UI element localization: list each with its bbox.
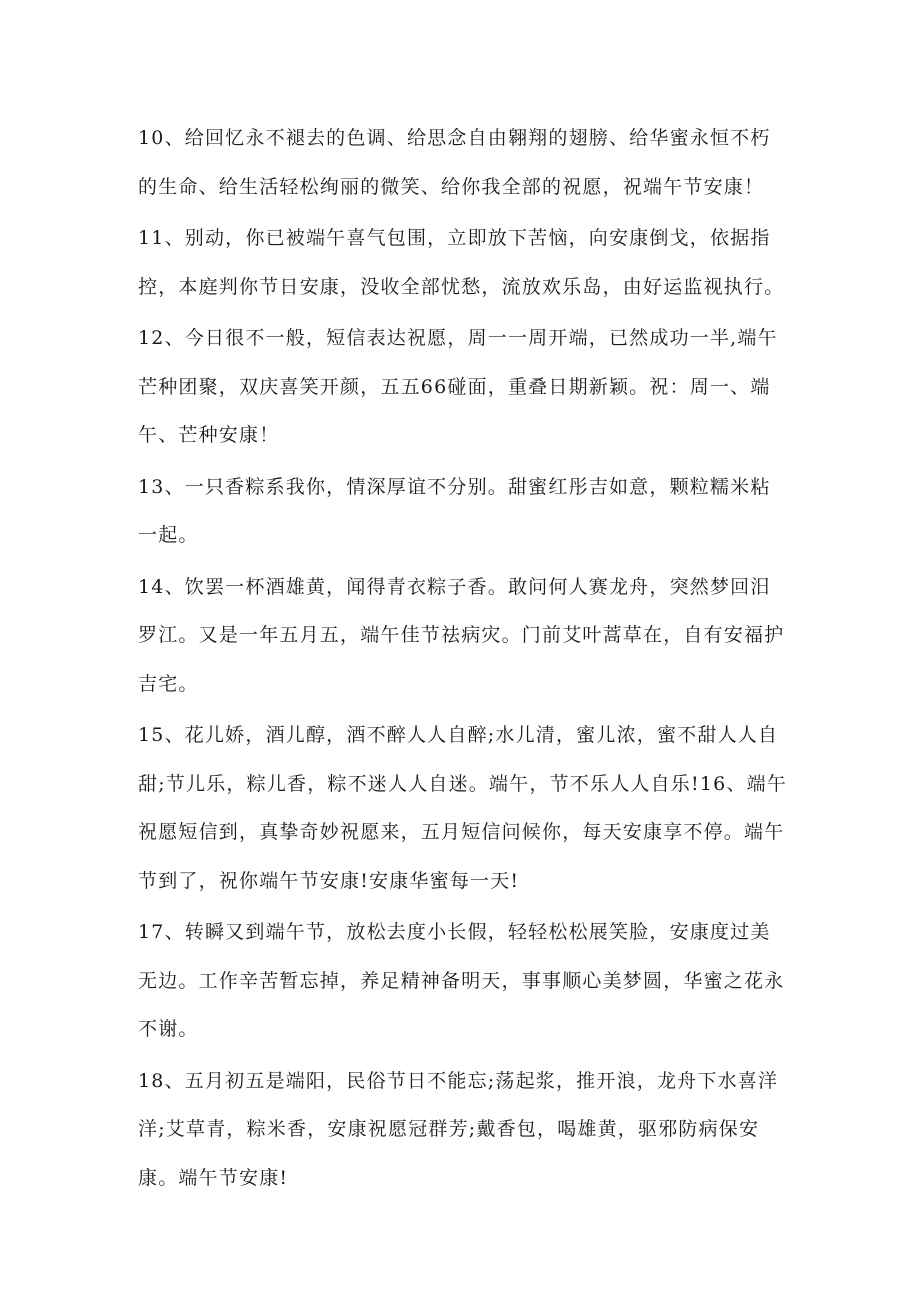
paragraph-17: 17、转瞬又到端午节，放松去度小长假，轻轻松松展笑脸，安康度过美无边。工作辛苦暂忘掉，养足精神备明天，事事顺心美梦圆，华蜜之花永不谢。 xyxy=(138,921,785,1040)
paragraph-15: 15、花儿娇，酒儿醇，酒不醉人人自醉;水儿清，蜜儿浓，蜜不甜人人自甜;节儿乐，粽儿香，粽不迷人人自迷。端午，节不乐人人自乐!16、端午祝愿短信到，真挚奇妙祝愿来，五月短信问候你，每天安康享不停。端午节到了，祝你端午节安康!安康华蜜每一天! xyxy=(138,724,788,892)
paragraph-10: 10、给回忆永不褪去的色调、给思念自由翱翔的翅膀、给华蜜永恒不朽的生命、给生活轻松绚丽的微笑、给你我全部的祝愿，祝端午节安康！ xyxy=(138,127,771,198)
paragraph-12: 12、今日很不一般，短信表达祝愿，周一一周开端，已然成功一半,端午芒种团聚，双庆喜笑开颜，五五66碰面，重叠日期新颖。祝：周一、端午、芒种安康！ xyxy=(138,327,778,446)
document-body xyxy=(138,114,790,1205)
paragraph-13: 13、一只香粽系我你，情深厚谊不分别。甜蜜红彤吉如意，颗粒糯米粘一起。 xyxy=(138,475,771,546)
paragraph-14: 14、饮罢一杯酒雄黄，闻得青衣粽子香。敢问何人赛龙舟，突然梦回汨罗江。又是一年五月五，端午佳节祛病灾。门前艾叶蒿草在，自有安福护吉宅。 xyxy=(138,575,785,695)
paragraph-18: 18、五月初五是端阳，民俗节日不能忘;荡起浆，推开浪，龙舟下水喜洋洋;艾草青，粽米香，安康祝愿冠群芳;戴香包，喝雄黄，驱邪防病保安康。端午节安康! xyxy=(138,1069,779,1189)
paragraph-11: 11、别动，你已被端午喜气包围，立即放下苦恼，向安康倒戈，依据指控，本庭判你节日安康，没收全部忧愁，流放欢乐岛，由好运监视执行。 xyxy=(138,227,785,298)
